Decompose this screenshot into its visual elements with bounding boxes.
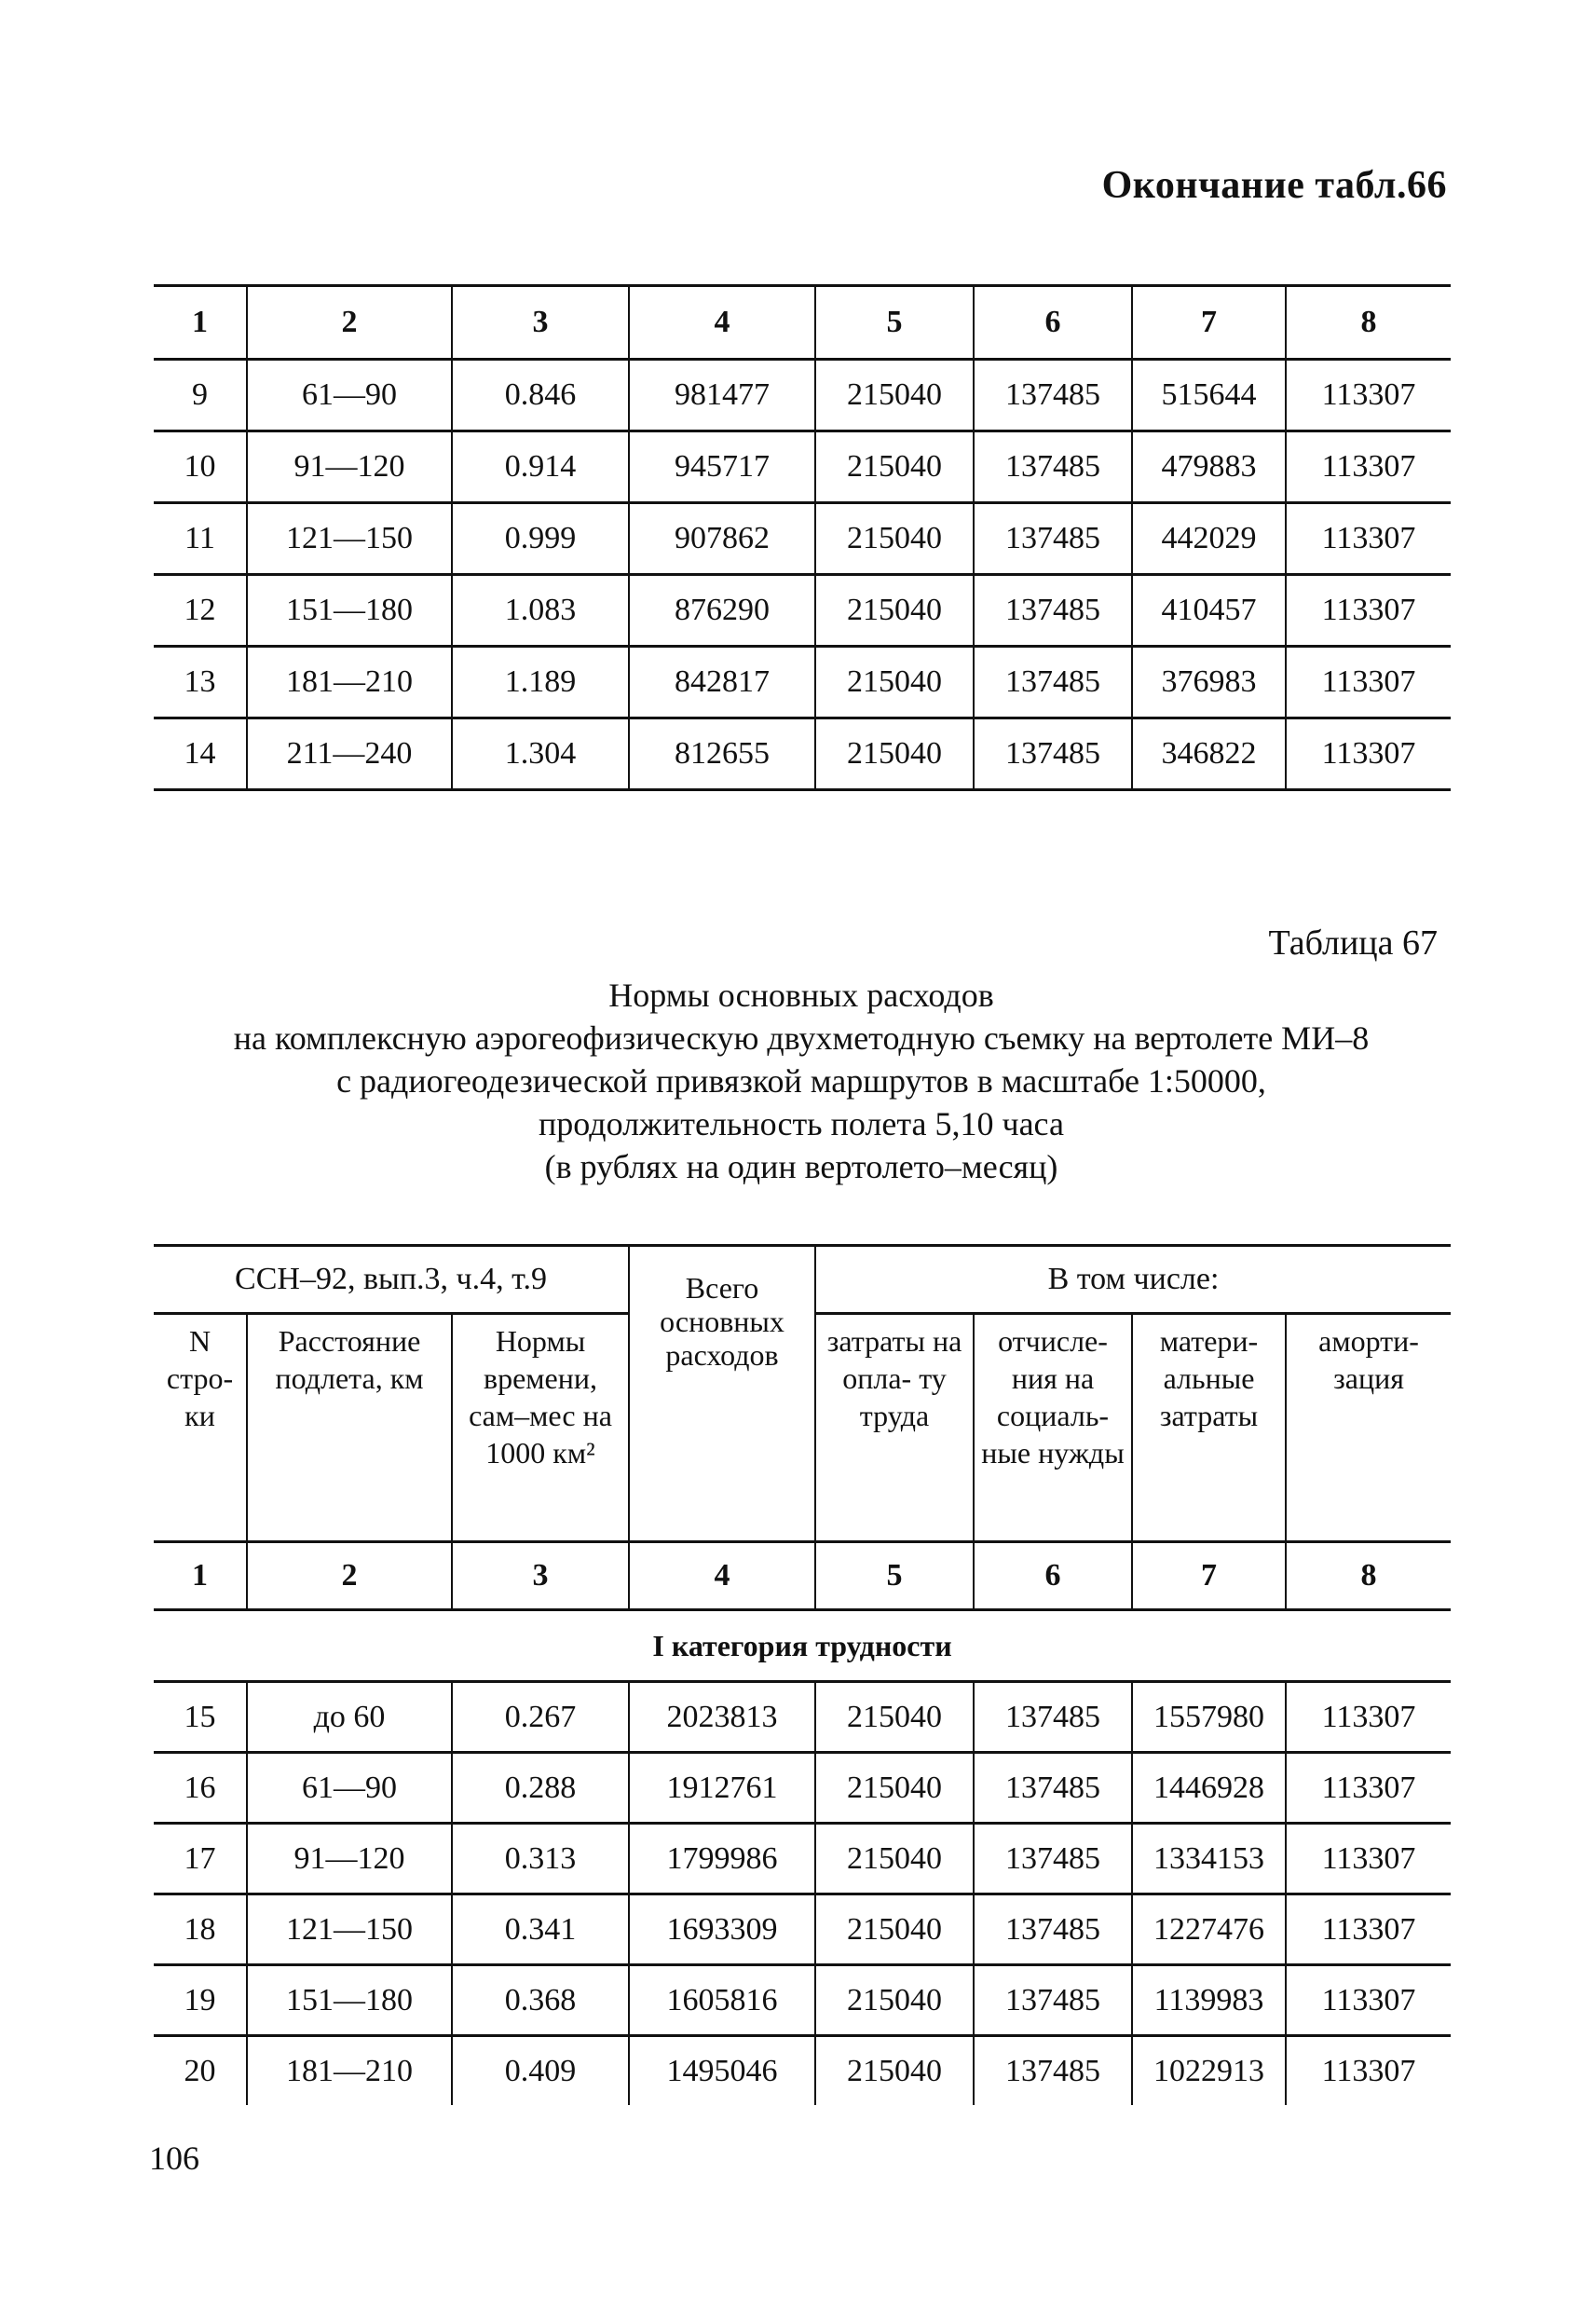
- table-cell: 151—180: [247, 1965, 452, 2036]
- table-cell: 121—150: [247, 503, 452, 575]
- table-cell: 61—90: [247, 360, 452, 431]
- table-cell: 137485: [974, 1682, 1132, 1753]
- table-cell: 981477: [629, 360, 815, 431]
- table-row: [154, 647, 1451, 718]
- group-header-source: ССН–92, вып.3, ч.4, т.9: [154, 1246, 629, 1314]
- table-cell: 61—90: [247, 1753, 452, 1824]
- table-cell: 137485: [974, 1965, 1132, 2036]
- table-cell: 410457: [1132, 575, 1286, 647]
- header-total: Всего основных расходов: [629, 1246, 815, 1542]
- table-cell: 842817: [629, 647, 815, 718]
- table-cell: 113307: [1286, 360, 1451, 431]
- table-cell: 113307: [1286, 1965, 1451, 2036]
- table-cell: 0.288: [452, 1753, 629, 1824]
- table-cell: 113307: [1286, 647, 1451, 718]
- table-cell: 113307: [1286, 2036, 1451, 2106]
- table-cell: 0.267: [452, 1682, 629, 1753]
- table-row: [154, 1824, 1451, 1894]
- table-cell: 11: [154, 503, 247, 575]
- table-cell: 1495046: [629, 2036, 815, 2106]
- table-cell: 0.368: [452, 1965, 629, 2036]
- table-cell: 91—120: [247, 431, 452, 503]
- table-cell: до 60: [247, 1682, 452, 1753]
- table-cell: 442029: [1132, 503, 1286, 575]
- table-cell: 211—240: [247, 718, 452, 790]
- table-cell: 113307: [1286, 503, 1451, 575]
- table-cell: 113307: [1286, 1824, 1451, 1894]
- table-cell: 1.189: [452, 647, 629, 718]
- table-cell: 4: [629, 286, 815, 360]
- column-number: 7: [1132, 1542, 1286, 1610]
- table-cell: 137485: [974, 2036, 1132, 2106]
- table-67-label: Таблица 67: [1268, 923, 1438, 963]
- column-number: 2: [247, 1542, 452, 1610]
- caption-line: на комплексную аэрогеофизическую двухметодную съемку на вертолете МИ–8: [233, 1019, 1370, 1057]
- table-cell: 91—120: [247, 1824, 452, 1894]
- table-row: [154, 286, 1451, 360]
- table-cell: 215040: [815, 503, 974, 575]
- table-cell: 1022913: [1132, 2036, 1286, 2106]
- table-row: [154, 360, 1451, 431]
- table-cell: 0.846: [452, 360, 629, 431]
- table-cell: 113307: [1286, 1894, 1451, 1965]
- table-cell: 137485: [974, 647, 1132, 718]
- table-cell: 113307: [1286, 431, 1451, 503]
- table-cell: 18: [154, 1894, 247, 1965]
- column-number: 6: [974, 1542, 1132, 1610]
- table-cell: 137485: [974, 1894, 1132, 1965]
- table-cell: 1.083: [452, 575, 629, 647]
- table-cell: 13: [154, 647, 247, 718]
- table-row: [154, 503, 1451, 575]
- table-cell: 215040: [815, 1965, 974, 2036]
- table-cell: 1227476: [1132, 1894, 1286, 1965]
- table-cell: 12: [154, 575, 247, 647]
- table-cell: 7: [1132, 286, 1286, 360]
- table-cell: 137485: [974, 1824, 1132, 1894]
- table-cell: 10: [154, 431, 247, 503]
- table-cell: 121—150: [247, 1894, 452, 1965]
- table-cell: 215040: [815, 1753, 974, 1824]
- table-cell: 876290: [629, 575, 815, 647]
- table-cell: 113307: [1286, 1682, 1451, 1753]
- table-row: [154, 1965, 1451, 2036]
- table-cell: 14: [154, 718, 247, 790]
- table-cell: 346822: [1132, 718, 1286, 790]
- caption-line: (в рублях на один вертолето–месяц): [544, 1148, 1058, 1185]
- table-cell: 151—180: [247, 575, 452, 647]
- table-row: [154, 431, 1451, 503]
- table-cell: 181—210: [247, 647, 452, 718]
- table-cell: 812655: [629, 718, 815, 790]
- table-row: [154, 2036, 1451, 2106]
- table-cell: 0.341: [452, 1894, 629, 1965]
- table-cell: 181—210: [247, 2036, 452, 2106]
- table-cell: 137485: [974, 431, 1132, 503]
- table-cell: 137485: [974, 718, 1132, 790]
- table-cell: 215040: [815, 718, 974, 790]
- caption-line: Нормы основных расходов: [608, 977, 994, 1014]
- table-cell: 15: [154, 1682, 247, 1753]
- column-number: 1: [154, 1542, 247, 1610]
- table-67: [154, 1244, 1451, 2105]
- table-cell: 2023813: [629, 1682, 815, 1753]
- table-cell: 1446928: [1132, 1753, 1286, 1824]
- table-row: [154, 1682, 1451, 1753]
- table-cell: 1334153: [1132, 1824, 1286, 1894]
- table-cell: 5: [815, 286, 974, 360]
- table-cell: 1799986: [629, 1824, 815, 1894]
- table-row: [154, 575, 1451, 647]
- table-cell: 137485: [974, 1753, 1132, 1824]
- table-66-continuation: [154, 284, 1451, 791]
- table-cell: 215040: [815, 647, 974, 718]
- header-social-contributions: отчисле- ния на социаль- ные нужды: [974, 1314, 1132, 1542]
- category-heading: I категория трудности: [154, 1610, 1451, 1682]
- header-including: В том числе:: [815, 1246, 1451, 1314]
- table-cell: 1: [154, 286, 247, 360]
- column-number: 5: [815, 1542, 974, 1610]
- table-cell: 215040: [815, 575, 974, 647]
- table-cell: 2: [247, 286, 452, 360]
- header-labor-costs: затраты на опла- ту труда: [815, 1314, 974, 1542]
- table-cell: 20: [184, 2053, 216, 2088]
- table-cell: 515644: [1132, 360, 1286, 431]
- table-cell: 1912761: [629, 1753, 815, 1824]
- table-cell: 215040: [815, 1682, 974, 1753]
- table-cell: 215040: [815, 1824, 974, 1894]
- table-cell: 215040: [815, 2036, 974, 2106]
- column-number: 3: [452, 1542, 629, 1610]
- table-cell: 0.999: [452, 503, 629, 575]
- table-cell: 113307: [1286, 575, 1451, 647]
- table-cell: 16: [154, 1753, 247, 1824]
- page-number: 106: [149, 2140, 199, 2177]
- header-row-number: N стро- ки: [166, 1324, 234, 1432]
- table-cell: 945717: [629, 431, 815, 503]
- header-material-costs: матери- альные затраты: [1132, 1314, 1286, 1542]
- table-cell: 1557980: [1132, 1682, 1286, 1753]
- caption-line: продолжительность полета 5,10 часа: [539, 1105, 1064, 1142]
- table-cell: 0.313: [452, 1824, 629, 1894]
- table-cell: 1139983: [1132, 1965, 1286, 2036]
- table-cell: 8: [1286, 286, 1451, 360]
- table-cell: 137485: [974, 575, 1132, 647]
- header-time-norms: Нормы времени, сам–мес на 1000 км²: [452, 1314, 629, 1542]
- table-cell: 113307: [1286, 718, 1451, 790]
- column-number: 4: [629, 1542, 815, 1610]
- table-cell: 0.914: [452, 431, 629, 503]
- table-67-caption: [130, 974, 1472, 1188]
- table-cell: 376983: [1132, 647, 1286, 718]
- table-cell: 3: [452, 286, 629, 360]
- header-depreciation: аморти- зация: [1286, 1314, 1451, 1542]
- table-cell: 215040: [815, 1894, 974, 1965]
- continuation-title: Окончание табл.66: [1101, 164, 1447, 207]
- table-cell: 215040: [815, 431, 974, 503]
- table-row: [154, 1753, 1451, 1824]
- table-row: [154, 1894, 1451, 1965]
- table-cell: 17: [154, 1824, 247, 1894]
- table-cell: 113307: [1286, 1753, 1451, 1824]
- table-cell: 0.409: [452, 2036, 629, 2106]
- table-cell: 1.304: [452, 718, 629, 790]
- table-cell: 215040: [815, 360, 974, 431]
- column-number: 8: [1286, 1542, 1451, 1610]
- table-cell: 137485: [974, 360, 1132, 431]
- table-cell: 907862: [629, 503, 815, 575]
- table-cell: 479883: [1132, 431, 1286, 503]
- table-cell: 1693309: [629, 1894, 815, 1965]
- table-row: [154, 718, 1451, 790]
- table-cell: 19: [154, 1965, 247, 2036]
- table-cell: 137485: [974, 503, 1132, 575]
- table-cell: 9: [154, 360, 247, 431]
- caption-line: с радиогеодезической привязкой маршрутов в масштабе 1:50000,: [336, 1062, 1266, 1100]
- header-distance: Расстояние подлета, км: [247, 1314, 452, 1542]
- table-cell: 1605816: [629, 1965, 815, 2036]
- table-cell: 6: [974, 286, 1132, 360]
